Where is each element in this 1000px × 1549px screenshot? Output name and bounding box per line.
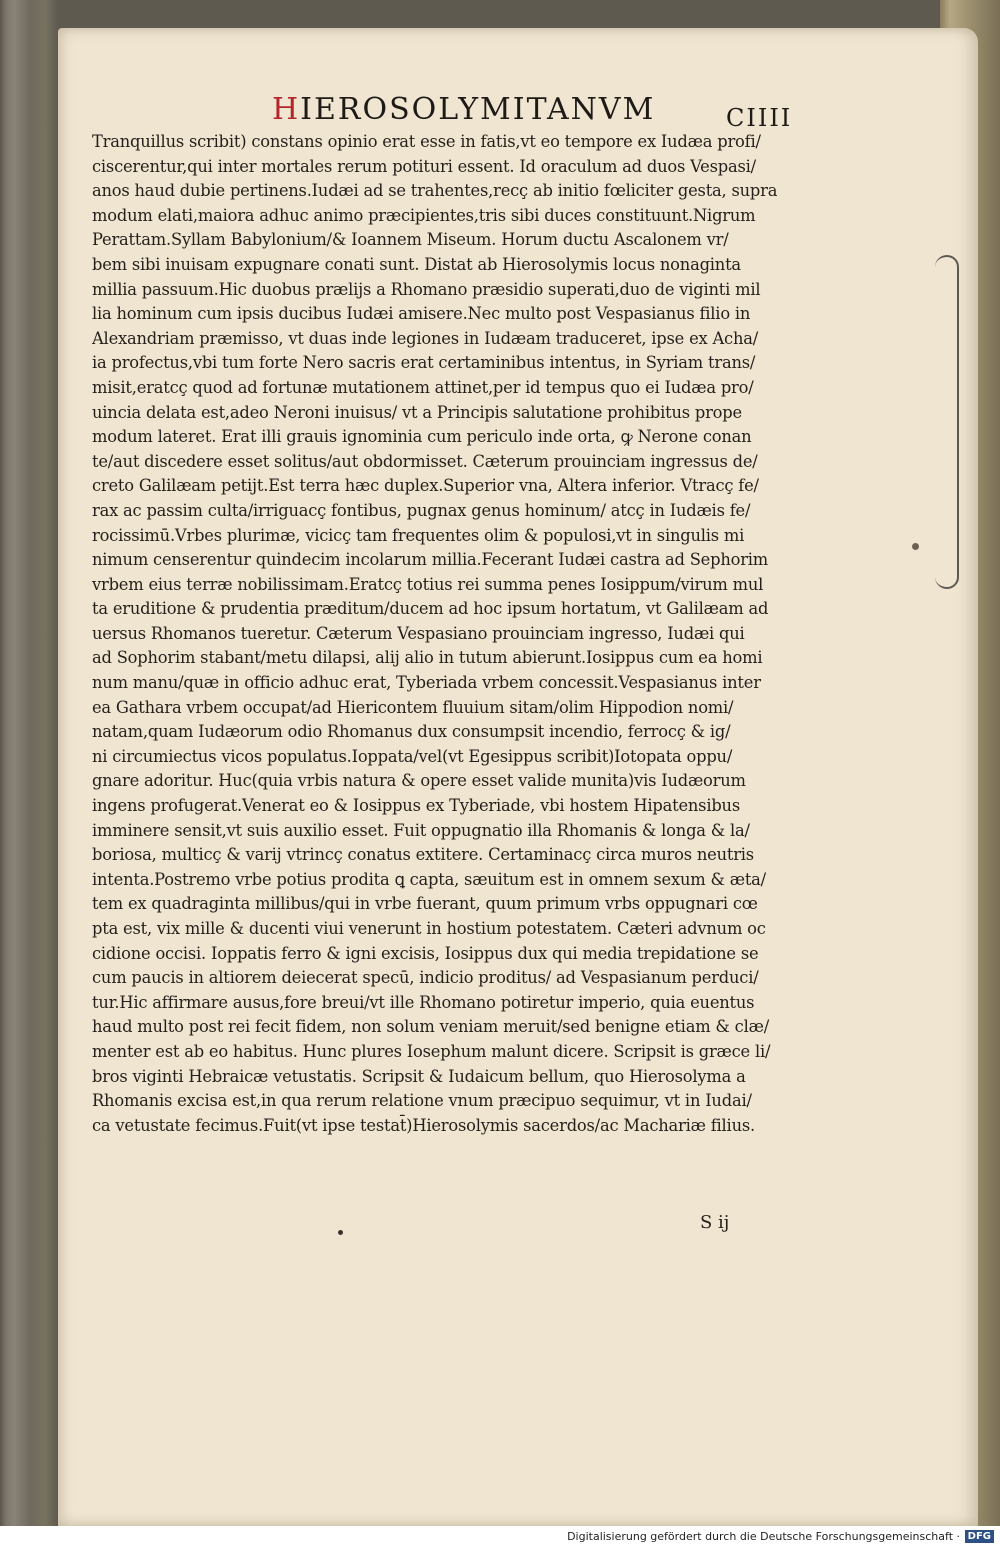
dfg-logo: DFG bbox=[965, 1530, 994, 1543]
text-line: uincia delata est,adeo Neroni inuisus/ vt a Principis salutatione prohibitus prope bbox=[92, 402, 742, 422]
text-line: ea Gathara vrbem occupat/ad Hiericontem fluuium sitam/olim Hippodion nomi/ bbox=[92, 697, 734, 717]
text-line: gnare adoritur. Huc(quia vrbis natura & opere esset valide munita)vis Iudæorum bbox=[92, 771, 746, 791]
text-line: pta est, vix mille & ducenti viui venerunt in hostium potestatem. Cæteri advnum oc bbox=[92, 919, 766, 938]
text-line: modum lateret. Erat illi grauis ignominia cum periculo inde orta, ꝙ Nerone conan bbox=[92, 427, 752, 447]
text-line: ciscerentur,qui inter mortales rerum potituri essent. Id oraculum ad duos Vespasi/ bbox=[92, 156, 756, 176]
text-line: haud multo post rei fecit fidem, non solum veniam meruit/sed benigne etiam & clæ/ bbox=[92, 1017, 769, 1037]
text-line: boriosa, multicç & varij vtrincç conatus extitere. Certaminacç circa muros neutris bbox=[92, 845, 754, 865]
text-line: creto Galilæam petijt.Est terra hæc duplex.Superior vna, Altera inferior. Vtracç fe/ bbox=[92, 476, 759, 496]
text-line: Alexandriam præmisso, vt duas inde legiones in Iudæam traduceret, ipse ex Acha/ bbox=[92, 328, 759, 348]
text-line: ta eruditione & prudentia præditum/ducem ad hoc ipsum hortatum, vt Galilæam ad bbox=[92, 599, 769, 619]
text-line: ingens profugerat.Venerat eo & Iosippus ex Tyberiade, vbi hostem Hipatensibus bbox=[92, 796, 740, 816]
text-line: bros viginti Hebraicæ vetustatis. Scripsit & Iudaicum bellum, quo Hierosolyma a bbox=[92, 1066, 746, 1086]
text-line: bem sibi inuisam expugnare conati sunt. Distat ab Hierosolymis locus nonaginta bbox=[92, 254, 741, 274]
ink-dot bbox=[912, 543, 919, 550]
running-head bbox=[272, 92, 655, 127]
text-line: cidione occisi. Ioppatis ferro & igni excisis, Iosippus dux qui media trepidatione se bbox=[92, 943, 759, 963]
text-line: millia passuum.Hic duobus prælijs a Rhomano præsidio superati,duo de viginti mil bbox=[92, 279, 761, 299]
text-line: vrbem eius terræ nobilissimam.Eratcç totius rei summa penes Iosippum/virum mul bbox=[92, 574, 764, 594]
text-line: Tranquillus scribit) constans opinio erat esse in fatis,vt eo tempore ex Iudæa profi/ bbox=[92, 132, 761, 151]
text-line: ia profectus,vbi tum forte Nero sacris erat certaminibus intentus, in Syriam trans/ bbox=[92, 353, 756, 373]
text-line: tur.Hic affirmare ausus,fore breui/vt ille Rhomano potiretur imperio, quia euentus bbox=[92, 992, 755, 1012]
text-line: ad Sophorim stabant/metu dilapsi, alij alio in tutum abierunt.Iosippus cum ea homi bbox=[92, 648, 763, 668]
text-line: modum elati,maiora adhuc animo præcipientes,tris sibi duces constituunt.Nigrum bbox=[92, 205, 756, 225]
text-line: cum paucis in altiorem deiecerat specū, indicio proditus/ ad Vespasianum perduci/ bbox=[92, 968, 759, 988]
footer-bar bbox=[0, 1526, 1000, 1549]
text-line: rocissimū.Vrbes plurimæ, vicicç tam frequentes olim & populosi,vt in singulis mi bbox=[92, 525, 745, 545]
text-line: anos haud dubie pertinens.Iudæi ad se trahentes,recç ab initio fœliciter gesta, supra bbox=[92, 181, 778, 201]
running-head-title: IEROSOLYMITANVM bbox=[300, 92, 656, 127]
text-line: num manu/quæ in officio adhuc erat, Tyberiada vrbem concessit.Vespasianus inter bbox=[92, 673, 761, 693]
text-line: imminere sensit,vt suis auxilio esset. Fuit oppugnatio illa Rhomanis & longa & la/ bbox=[92, 820, 750, 840]
text-line: misit,eratcç quod ad fortunæ mutationem attinet,per id tempus quo ei Iudæa pro/ bbox=[92, 377, 754, 397]
text-line: intenta.Postremo vrbe potius prodita ꝗ capta, sæuitum est in omnem sexum & æta/ bbox=[92, 869, 766, 889]
text-line: menter est ab eo habitus. Hunc plures Iosephum malunt dicere. Scripsit is græce li/ bbox=[92, 1041, 771, 1061]
text-line: lia hominum cum ipsis ducibus Iudæi amisere.Nec multo post Vespasianus filio in bbox=[92, 304, 751, 324]
text-line: ca vetustate fecimus.Fuit(vt ipse testat̄)Hierosolymis sacerdos/ac Machariæ filius. bbox=[92, 1115, 755, 1135]
running-head-initial: H bbox=[272, 92, 301, 127]
text-line: nimum censerentur quindecim incolarum millia.Fecerant Iudæi castra ad Sephorim bbox=[92, 550, 769, 570]
body-text bbox=[92, 130, 792, 1138]
text-line: natam,quam Iudæorum odio Rhomanus dux consumpsit incendio, ferrocç & ig/ bbox=[92, 722, 731, 742]
text-line: tem ex quadraginta millibus/qui in vrbe fuerant, quum primum vrbs oppugnari cœ bbox=[92, 894, 758, 914]
text-line: rax ac passim culta/irriguacç fontibus, pugnax genus hominum/ atcç in Iudæis fe/ bbox=[92, 500, 751, 520]
text-line: te/aut discedere esset solitus/aut obdormisset. Cæterum prouinciam ingressus de/ bbox=[92, 451, 758, 471]
signature-mark: S ij bbox=[700, 1212, 730, 1233]
page-clip bbox=[935, 255, 959, 589]
text-line: uersus Rhomanos tueretur. Cæterum Vespasiano prouinciam ingresso, Iudæi qui bbox=[92, 623, 745, 643]
text-line: Rhomanis excisa est,in qua rerum relatione vnum præcipuo sequimur, vt in Iudai/ bbox=[92, 1091, 752, 1111]
ink-dot bbox=[338, 1230, 343, 1235]
funding-credit: Digitalisierung gefördert durch die Deutsche Forschungsgemeinschaft · bbox=[567, 1530, 960, 1543]
folio-number: CIIII bbox=[726, 104, 793, 132]
text-line: ni circumiectus vicos populatus.Ioppata/vel(vt Egesippus scribit)Iotopata oppu/ bbox=[92, 746, 733, 766]
text-line: Perattam.Syllam Babylonium/& Ioannem Miseum. Horum ductu Ascalonem vr/ bbox=[92, 230, 729, 250]
